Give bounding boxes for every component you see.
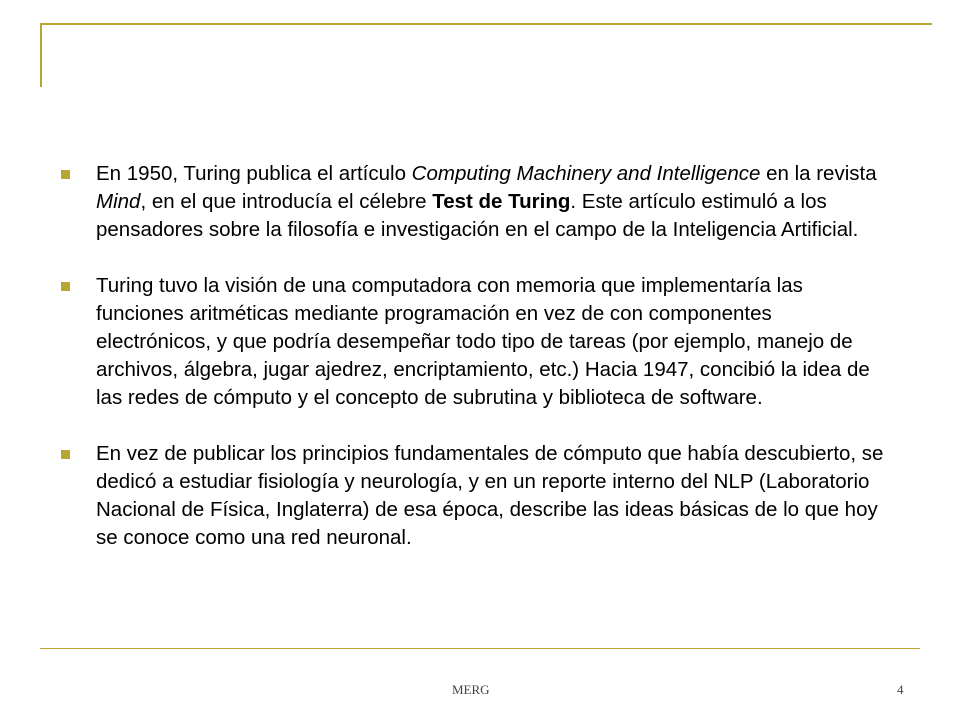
page-number: 4 (897, 682, 904, 697)
bullet-item-turing-test (60, 160, 890, 244)
bullet-text: en la revista (760, 162, 877, 185)
bullet-text: . Este artículo estimuló a los pensadores sobre la filosofía e investigación en el campo de la Inteligencia Artificial. (96, 190, 859, 241)
bullet-text: En vez de publicar los principios fundamentales de cómputo que había descubierto, se dedicó a estudiar fisiología y neurología, y en un reporte interno del NLP (Laboratorio Nacional de Física, Inglaterra) de esa época, describe las ideas básicas de lo que hoy se conoce como una red neuronal. (96, 442, 884, 549)
slide-frame-left-line (40, 23, 42, 87)
bullet-item-neural-network (60, 440, 890, 552)
article-title: Computing Machinery and Intelligence (411, 162, 761, 185)
square-bullet-icon (61, 450, 70, 459)
bullet-list (60, 160, 890, 552)
test-de-turing-term: Test de Turing (432, 190, 571, 213)
bullet-item-computer-vision (60, 272, 890, 412)
bullet-text: Turing tuvo la visión de una computadora con memoria que implementaría las funciones aritméticas mediante programación en vez de con componentes electrónicos, y que podría desempeñar todo tipo de tareas (por ejemplo, manejo de archivos, álgebra, jugar ajedrez, encriptamiento, etc.) Hacia 1947, concibió la idea de las redes de cómputo y el concepto de subrutina y biblioteca de software. (96, 274, 870, 409)
slide-footer-line (40, 648, 920, 649)
square-bullet-icon (61, 282, 70, 291)
square-bullet-icon (61, 170, 70, 179)
footer-author: MERG (452, 682, 490, 697)
bullet-text: En 1950, Turing publica el artículo (96, 162, 412, 185)
slide-frame-top-line (40, 23, 932, 25)
bullet-text: , en el que introducía el célebre (140, 190, 433, 213)
journal-name: Mind (96, 190, 141, 213)
